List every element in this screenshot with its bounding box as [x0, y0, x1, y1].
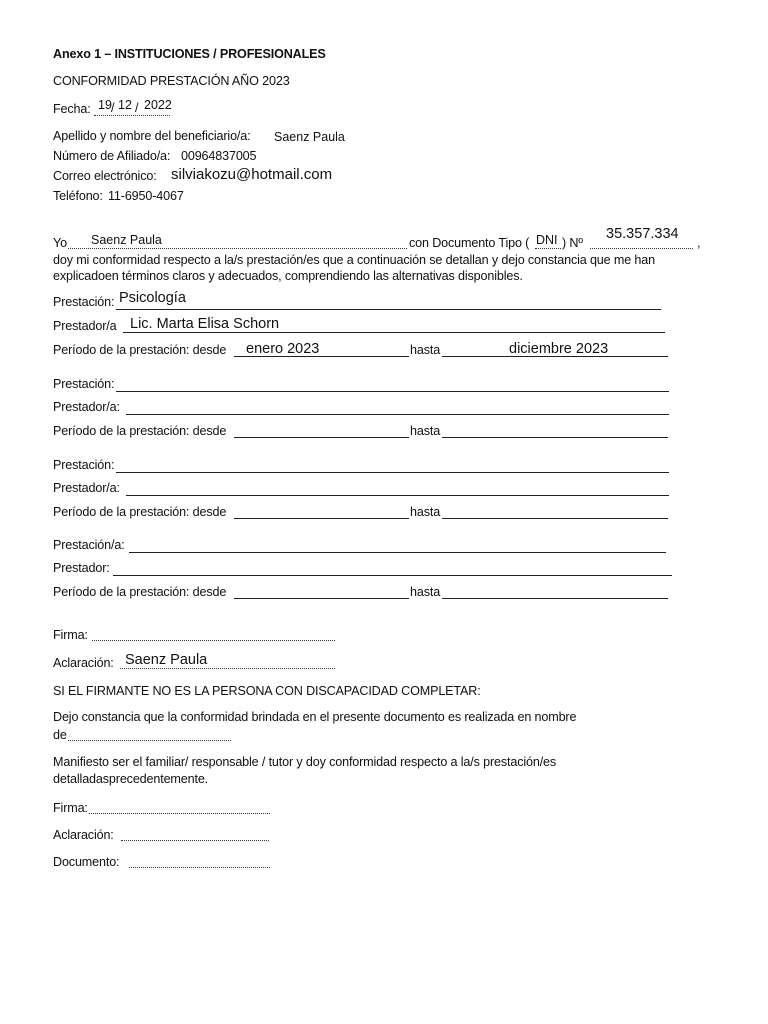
annex-title: Anexo 1 – INSTITUCIONES / PROFESIONALES	[53, 47, 326, 61]
beneficiary-name-value[interactable]: Saenz Paula	[274, 130, 345, 144]
service-1-hasta-label: hasta	[410, 343, 441, 357]
date-day[interactable]: 19	[98, 98, 112, 112]
service-2-prestador-line	[126, 414, 669, 415]
declarant-name-value[interactable]: Saenz Paula	[91, 233, 162, 247]
service-4-hasta-label: hasta	[410, 585, 441, 599]
service-1-period-label: Período de la prestación: desde	[53, 343, 227, 357]
third-party-clarification-label: Aclaración:	[53, 828, 114, 842]
declaration-line-3: explicadoen términos claros y adecuados, comprendiendo las alternativas disponibles.	[53, 269, 523, 283]
date-dotted-line	[94, 115, 170, 116]
affiliate-number-label: Número de Afiliado/a:	[53, 149, 171, 163]
service-3-prestador-label: Prestador/a:	[53, 481, 120, 495]
document-type-label: con Documento Tipo (	[409, 236, 530, 250]
service-3-hasta-line	[442, 518, 668, 519]
declaration-line-2: doy mi conformidad respecto a la/s prestación/es que a continuación se detallan y dejo constancia que me han	[53, 253, 655, 267]
document-type-value[interactable]: DNI	[536, 233, 558, 247]
service-3-desde-line	[234, 518, 409, 519]
yo-dotted-line	[68, 248, 407, 249]
phone-label: Teléfono:	[53, 189, 103, 203]
service-3-prestacion-line	[116, 472, 669, 473]
document-type-dotted-line	[535, 248, 561, 249]
date-label: Fecha:	[53, 102, 91, 116]
third-party-heading: SI EL FIRMANTE NO ES LA PERSONA CON DISCAPACIDAD COMPLETAR:	[53, 684, 481, 698]
third-party-constancia-line-1: Dejo constancia que la conformidad brindada en el presente documento es realizada en nombre	[53, 710, 577, 724]
service-4-desde-line	[234, 598, 409, 599]
clarification-label: Aclaración:	[53, 656, 114, 670]
declaration-trailing-comma: ,	[697, 236, 701, 250]
email-value[interactable]: silviakozu@hotmail.com	[171, 166, 333, 183]
service-2-prestador-label: Prestador/a:	[53, 400, 120, 414]
service-1-prestacion-label: Prestación:	[53, 295, 115, 309]
third-party-document-label: Documento:	[53, 855, 120, 869]
third-party-clarification-dotted-line[interactable]	[121, 840, 269, 841]
service-4-prestador-label: Prestador:	[53, 561, 110, 575]
signature-dotted-line[interactable]	[92, 640, 335, 641]
email-label: Correo electrónico:	[53, 169, 157, 183]
clarification-value[interactable]: Saenz Paula	[125, 652, 208, 668]
date-year[interactable]: 2022	[144, 98, 172, 112]
beneficiary-name-label: Apellido y nombre del beneficiario/a:	[53, 129, 251, 143]
third-party-signature-dotted-line[interactable]	[89, 813, 270, 814]
service-4-prestador-line	[113, 575, 672, 576]
service-4-period-label: Período de la prestación: desde	[53, 585, 227, 599]
clarification-dotted-line	[120, 668, 335, 669]
date-month[interactable]: 12	[118, 98, 132, 112]
service-2-prestacion-line	[116, 391, 669, 392]
service-1-hasta-value[interactable]: diciembre 2023	[509, 341, 609, 357]
third-party-signature-label: Firma:	[53, 801, 88, 815]
document-number-value[interactable]: 35.357.334	[606, 226, 679, 242]
service-2-hasta-label: hasta	[410, 424, 441, 438]
signature-label: Firma:	[53, 628, 88, 642]
service-4-prestacion-label: Prestación/a:	[53, 538, 125, 552]
affiliate-number-value[interactable]: 00964837005	[181, 149, 257, 163]
service-1-prestacion-line	[116, 309, 661, 310]
service-2-hasta-line	[442, 437, 668, 438]
service-1-prestacion-value[interactable]: Psicología	[119, 290, 186, 306]
third-party-document-dotted-line[interactable]	[129, 867, 270, 868]
date-separator-1: /	[111, 101, 115, 115]
service-1-desde-value[interactable]: enero 2023	[246, 341, 320, 357]
third-party-constancia-de: de	[53, 728, 67, 742]
service-2-desde-line	[234, 437, 409, 438]
date-separator-2: /	[135, 101, 139, 115]
service-2-prestacion-label: Prestación:	[53, 377, 115, 391]
third-party-nombre-dotted-line[interactable]	[68, 740, 231, 741]
third-party-manifiesto-line-1: Manifiesto ser el familiar/ responsable / tutor y doy conformidad respecto a la/s prestación/es	[53, 755, 557, 769]
document-number-dotted-line	[590, 248, 693, 249]
service-3-prestador-line	[126, 495, 669, 496]
third-party-manifiesto-line-2: detalladasprecedentemente.	[53, 772, 209, 786]
service-1-prestador-value[interactable]: Lic. Marta Elisa Schorn	[130, 316, 280, 332]
document-number-label: ) Nº	[562, 236, 583, 250]
service-1-prestador-line	[123, 332, 665, 333]
service-4-prestacion-line	[129, 552, 666, 553]
service-1-prestador-label: Prestador/a	[53, 319, 117, 333]
service-3-period-label: Período de la prestación: desde	[53, 505, 227, 519]
phone-value[interactable]: 11-6950-4067	[108, 189, 184, 203]
service-3-prestacion-label: Prestación:	[53, 458, 115, 472]
form-subtitle: CONFORMIDAD PRESTACIÓN AÑO 2023	[53, 74, 290, 88]
service-2-period-label: Período de la prestación: desde	[53, 424, 227, 438]
declaration-yo-label: Yo	[53, 236, 67, 250]
service-4-hasta-line	[442, 598, 668, 599]
service-3-hasta-label: hasta	[410, 505, 441, 519]
